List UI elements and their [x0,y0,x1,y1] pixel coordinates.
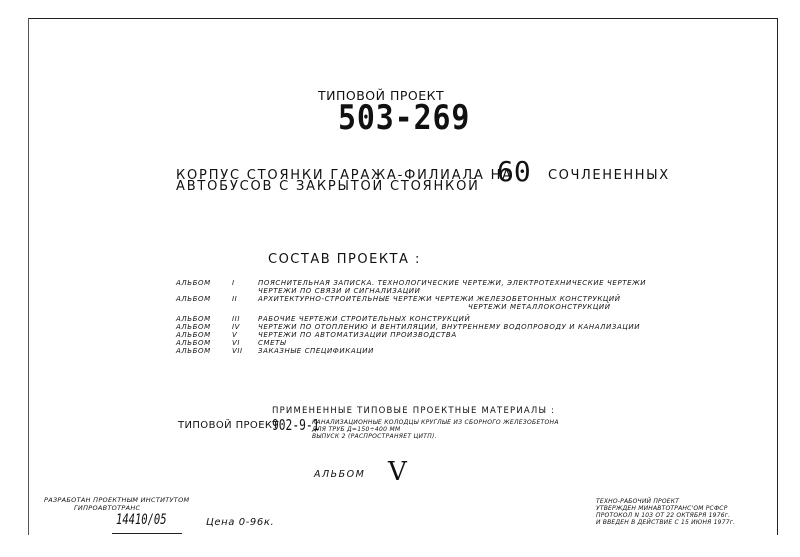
album-list [176,279,736,355]
inventory-underline [112,533,182,534]
materials-desc-line3: ВЫПУСК 2 (РАСПРОСТРАНЯЕТ ЦИТП). [312,433,437,440]
album-number: III [232,315,240,323]
approval-line4: И ВВЕДЕН В ДЕЙСТВИЕ С 15 ИЮНЯ 1977г. [596,519,736,526]
volume-label: АЛЬБОМ [314,469,366,480]
composition-heading: СОСТАВ ПРОЕКТА : [268,252,421,267]
album-contents: ПОЯСНИТЕЛЬНАЯ ЗАПИСКА. ТЕХНОЛОГИЧЕСКИЕ ЧЕРТЕЖИ, ЭЛЕКТРОТЕХНИЧЕСКИЕ ЧЕРТЕЖИ [258,279,647,287]
album-word: АЛЬБОМ [176,295,211,303]
album-row-continued [176,303,736,311]
album-contents: СМЕТЫ [258,339,287,347]
album-contents: ЧЕРТЕЖИ ПО АВТОМАТИЗАЦИИ ПРОИЗВОДСТВА [258,331,457,339]
album-row [176,323,736,331]
album-row [176,331,736,339]
materials-heading: ПРИМЕНЕННЫЕ ТИПОВЫЕ ПРОЕКТНЫЕ МАТЕРИАЛЫ : [272,406,556,416]
album-row [176,315,736,323]
developer-line1: РАЗРАБОТАН ПРОЕКТНЫМ ИНСТИТУТОМ [44,496,190,504]
bus-capacity: 60 [497,155,531,188]
project-title-line2: АВТОБУСОВ С ЗАКРЫТОЙ СТОЯНКОЙ [176,179,480,194]
album-contents: АРХИТЕКТУРНО-СТРОИТЕЛЬНЫЕ ЧЕРТЕЖИ ЧЕРТЕЖИ ЖЕЛЕЗОБЕТОННЫХ КОНСТРУКЦИЙ [258,295,621,303]
album-contents: ЧЕРТЕЖИ ПО ОТОПЛЕНИЮ И ВЕНТИЛЯЦИИ, ВНУТРЕННЕМУ ВОДОПРОВОДУ И КАНАЛИЗАЦИИ [258,323,641,331]
project-title-line1: КОРПУС СТОЯНКИ ГАРАЖА-ФИЛИАЛА НА [176,168,513,183]
approval-line1: ТЕХНО-РАБОЧИЙ ПРОЕКТ [596,498,680,505]
materials-project-label: ТИПОВОЙ ПРОЕКТ [178,420,279,431]
project-title-suffix: СОЧЛЕНЕННЫХ [548,168,670,183]
project-number: 503-269 [338,98,471,138]
album-contents-cont: ЧЕРТЕЖИ ПО СВЯЗИ И СИГНАЛИЗАЦИИ [258,287,421,295]
album-row-continued [176,287,736,295]
project-type-label: ТИПОВОЙ ПРОЕКТ [318,88,445,103]
album-number: VI [232,339,241,347]
album-number: V [232,331,238,339]
developer-line2: ГИПРОАВТОТРАНС [74,503,141,512]
album-word: АЛЬБОМ [176,315,211,323]
materials-description [312,419,559,440]
album-word: АЛЬБОМ [176,347,211,355]
album-word: АЛЬБОМ [176,331,211,339]
approval-line3: ПРОТОКОЛ N 103 ОТ 22 ОКТЯБРЯ 1976г. [596,512,731,519]
materials-desc-line1: КАНАЛИЗАЦИОННЫЕ КОЛОДЦЫ КРУГЛЫЕ ИЗ СБОРНОГО ЖЕЛЕЗОБЕТОНА [312,419,559,426]
album-row [176,295,736,303]
materials-project-code: 902-9-1 [272,416,320,434]
materials-desc-line2: ДЛЯ ТРУБ Д=150÷400 ММ [312,426,401,433]
album-contents: ЗАКАЗНЫЕ СПЕЦИФИКАЦИИ [258,347,374,355]
album-contents: РАБОЧИЕ ЧЕРТЕЖИ СТРОИТЕЛЬНЫХ КОНСТРУКЦИЙ [258,315,471,323]
album-contents-cont: ЧЕРТЕЖИ МЕТАЛЛОКОНСТРУКЦИЙ [468,303,611,311]
album-number: II [232,295,238,303]
album-row [176,279,736,287]
price: Цена 0-96к. [206,517,275,528]
approval-block [596,498,735,526]
album-number: I [232,279,235,287]
album-row [176,339,736,347]
album-word: АЛЬБОМ [176,339,211,347]
album-number: VII [232,347,243,355]
approval-line2: УТВЕРЖДЕН МИНАВТОТРАНС'ОМ РСФСР [596,505,728,512]
album-row [176,347,736,355]
album-word: АЛЬБОМ [176,279,211,287]
inventory-number: 14410/05 [116,512,167,528]
album-number: IV [232,323,241,331]
volume-number: V [388,457,407,487]
developer-block [44,497,189,512]
album-word: АЛЬБОМ [176,323,211,331]
